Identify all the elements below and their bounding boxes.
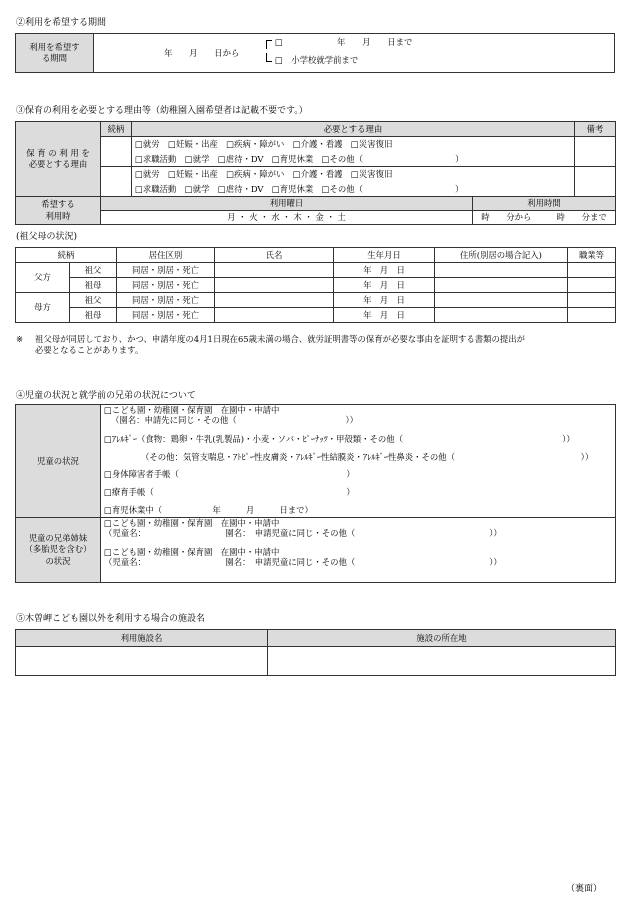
facility-address-input[interactable] [268, 647, 616, 676]
sibling1-name[interactable]: （児童名： 園名： 申請児童に同じ・その他（ ）） [104, 528, 502, 538]
gp-head-relation: 続柄 [16, 248, 117, 263]
option-preschool[interactable]: □ 小学校就学前まで [275, 55, 359, 65]
relation-cell-2[interactable] [101, 167, 132, 197]
gp-residence[interactable]: 同居・別居・死亡 [117, 293, 215, 308]
gp-birth[interactable]: 年 月 日 [334, 293, 435, 308]
facility-address-head: 施設の所在地 [268, 630, 616, 647]
child-school-name[interactable]: （園名：申請先に同じ・その他（ ）） [111, 415, 359, 425]
sibling1-school[interactable]: □こども園・幼稚園・保育園 在園中・申請中 [104, 518, 280, 528]
date-from: 年 月 日から [164, 48, 240, 58]
reason-left-label: 保 育 の 利 用 を 必要とする理由 [16, 122, 101, 197]
grandparents-title: (祖父母の状況) [16, 232, 78, 242]
gp-birth[interactable]: 年 月 日 [334, 278, 435, 293]
option-until-date: 年 月 日まで [337, 37, 413, 47]
bracket-top [266, 40, 272, 49]
option-until-checkbox[interactable]: □ [275, 37, 283, 47]
gp-address[interactable] [435, 293, 568, 308]
days-head: 利用曜日 [101, 197, 473, 211]
gp-name[interactable] [215, 293, 334, 308]
gp-birth[interactable]: 年 月 日 [334, 263, 435, 278]
gp-side-father: 父方 [16, 263, 70, 293]
gp-name[interactable] [215, 308, 334, 323]
gp-job[interactable] [568, 308, 616, 323]
days-value[interactable]: 月 ・ 火 ・ 水 ・ 木 ・ 金 ・ 土 [101, 211, 473, 225]
gp-name[interactable] [215, 263, 334, 278]
bracket-bottom [266, 53, 272, 62]
gp-side-mother: 母方 [16, 293, 70, 323]
reason-line-2a[interactable]: □就労 □妊娠・出産 □疾病・障がい □介護・看護 □災害復旧 [132, 167, 575, 182]
sibling-cell[interactable] [101, 518, 616, 583]
gp-name[interactable] [215, 278, 334, 293]
section2-title: ②利用を希望する期間 [16, 18, 107, 28]
gp-address[interactable] [435, 278, 568, 293]
gp-birth[interactable]: 年 月 日 [334, 308, 435, 323]
gp-head-job: 職業等 [568, 248, 616, 263]
facility-name-head: 利用施設名 [16, 630, 268, 647]
gp-grandmother-label: 祖母 [70, 308, 117, 323]
gp-grandfather-label: 祖父 [70, 263, 117, 278]
period-value[interactable] [94, 34, 615, 73]
gp-residence[interactable]: 同居・別居・死亡 [117, 263, 215, 278]
gp-job[interactable] [568, 293, 616, 308]
gp-grandfather-label: 祖父 [70, 293, 117, 308]
reason-line-1a[interactable]: □就労 □妊娠・出産 □疾病・障がい □介護・看護 □災害復旧 [132, 137, 575, 152]
gp-head-name: 氏名 [215, 248, 334, 263]
gp-address[interactable] [435, 308, 568, 323]
reason-line-2b[interactable]: □求職活動 □就学 □虐待・DV □育児休業 □その他（ ） [132, 182, 575, 197]
section5-title: ⑤木曽岬こども園以外を利用する場合の施設名 [16, 614, 206, 624]
childcare-leave-checkbox[interactable]: □育児休業中（ 年 月 日まで） [104, 505, 313, 515]
child-status-label: 児童の状況 [16, 405, 101, 518]
ryoiku-checkbox[interactable]: □療育手帳（ ） [104, 487, 355, 497]
relation-cell-1[interactable] [101, 137, 132, 167]
page-footer: （裏面） [566, 884, 603, 894]
gp-head-birth: 生年月日 [334, 248, 435, 263]
reason-line-1b[interactable]: □求職活動 □就学 □虐待・DV □育児休業 □その他（ ） [132, 152, 575, 167]
disability-checkbox[interactable]: □身体障害者手帳（ ） [104, 469, 355, 479]
desired-label: 希望する 利用時 [16, 197, 101, 225]
time-value[interactable]: 時 分から 時 分まで [473, 211, 616, 225]
allergy-checkbox[interactable]: □ｱﾚﾙｷﾞｰ（食物：鶏卵・牛乳(乳製品)・小麦・ソバ・ﾋﾟｰﾅｯﾂ・甲殻類・その他（ ）） [104, 434, 575, 444]
gp-note: 祖父母が同居しており、かつ、申請年度の4月1日現在65歳未満の場合、就労証明書等の保育が必要な事由を証明する書類の提出が 必要となることがあります。 [35, 334, 525, 355]
gp-job[interactable] [568, 278, 616, 293]
gp-note-mark: ※ [16, 334, 24, 344]
period-table [15, 33, 615, 73]
time-head: 利用時間 [473, 197, 616, 211]
child-table [15, 404, 616, 583]
sibling2-school[interactable]: □こども園・幼稚園・保育園 在園中・申請中 [104, 547, 280, 557]
gp-address[interactable] [435, 263, 568, 278]
child-school-checkbox[interactable]: □こども園・幼稚園・保育園 在園中・申請中 [104, 405, 280, 415]
reason-table [15, 121, 616, 225]
gp-head-address: 住所(別居の場合記入) [435, 248, 568, 263]
note-cell-1[interactable] [575, 137, 616, 167]
section4-title: ④児童の状況と就学前の兄弟の状況について [16, 391, 196, 401]
head-relation: 続柄 [101, 122, 132, 137]
facility-name-input[interactable] [16, 647, 268, 676]
gp-job[interactable] [568, 263, 616, 278]
allergy-other[interactable]: （その他：気管支喘息・ｱﾄﾋﾟｰ性皮膚炎・ｱﾚﾙｷﾞｰ性結膜炎・ｱﾚﾙｷﾞｰ性鼻炎・その他（ ）） [141, 452, 594, 462]
sibling-label: 児童の兄弟姉妹 （多胎児を含む） の状況 [16, 518, 101, 583]
sibling2-name[interactable]: （児童名： 園名： 申請児童に同じ・その他（ ）） [104, 557, 502, 567]
gp-residence[interactable]: 同居・別居・死亡 [117, 278, 215, 293]
grandparents-table [15, 247, 616, 323]
head-reason: 必要とする理由 [132, 122, 575, 137]
gp-head-residence: 居住区別 [117, 248, 215, 263]
facility-table [15, 629, 616, 676]
gp-residence[interactable]: 同居・別居・死亡 [117, 308, 215, 323]
note-cell-2[interactable] [575, 167, 616, 197]
head-note: 備考 [575, 122, 616, 137]
child-status-cell[interactable] [101, 405, 616, 518]
section3-title: ③保育の利用を必要とする理由等（幼稚園入園希望者は記載不要です。） [16, 106, 308, 116]
period-label: 利用を希望す る期間 [16, 34, 94, 73]
gp-grandmother-label: 祖母 [70, 278, 117, 293]
